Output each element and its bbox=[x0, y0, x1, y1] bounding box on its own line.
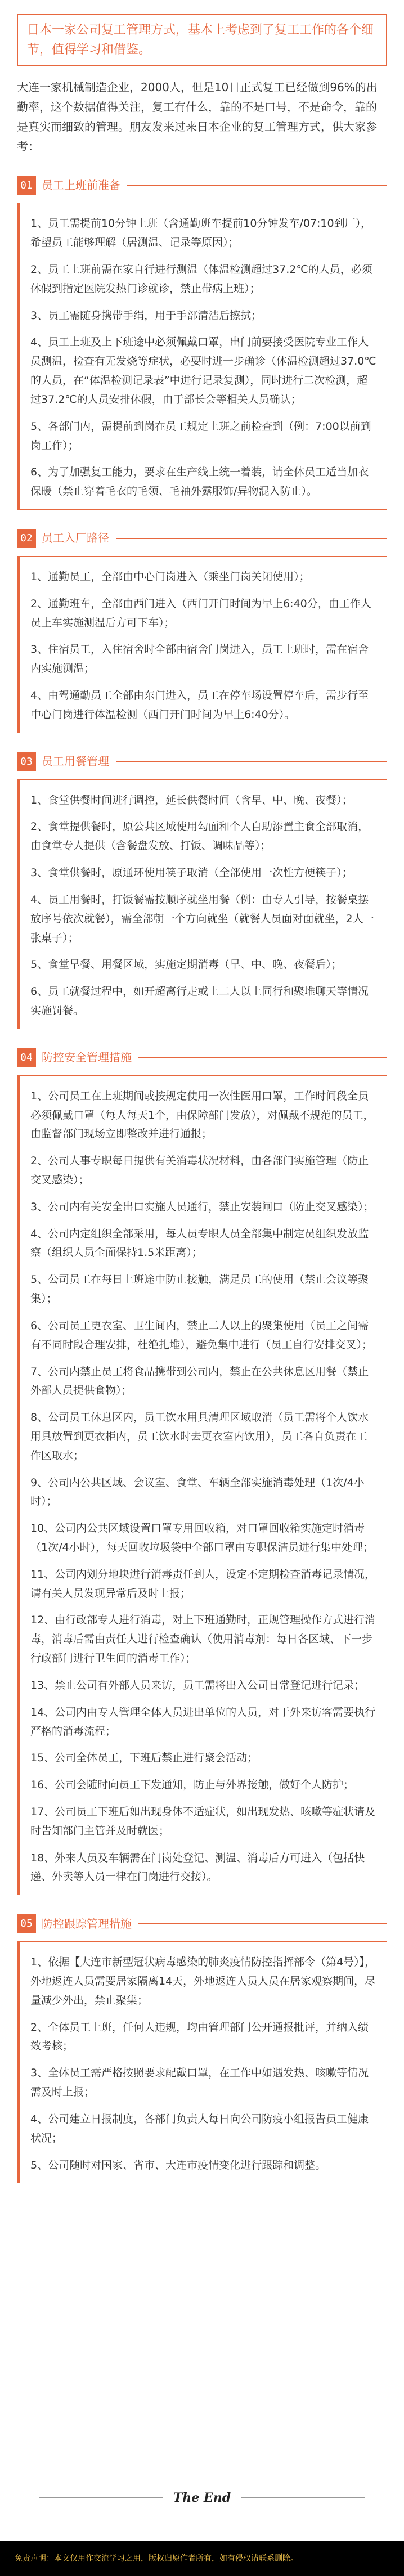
section-number: 04 bbox=[17, 1048, 36, 1067]
footer bbox=[0, 2487, 404, 2509]
list-item: 9、公司内公共区域、会议室、食堂、车辆全部实施消毒处理（1次/4小时）； bbox=[30, 1476, 365, 1508]
section-divider bbox=[127, 185, 387, 186]
list-item: 2、全体员工上班，任何人违规，均由管理部门公开通报批评，并纳入绩效考核； bbox=[30, 2021, 369, 2053]
list-item: 12、由行政部专人进行消毒，对上下班通勤时，正规管理操作方式进行消毒，消毒后需由责任人进行检查确认（使用消毒剂：每日各区域、下一步行政部门进行卫生间的消毒工作）； bbox=[30, 1614, 376, 1665]
section-header bbox=[17, 529, 387, 548]
section-content-box bbox=[17, 1941, 387, 2183]
disclaimer-text: 免责声明：本文仅用作交流学习之用，版权归原作者所有，如有侵权请联系删除。 bbox=[15, 2553, 298, 2563]
section-header bbox=[17, 176, 387, 195]
list-item: 4、公司内定组织全部采用，每人员专职人员全部集中制定员组织发放监察（组织人员全面保持1.5米距离）； bbox=[30, 1227, 369, 1259]
list-item: 10、公司内公共区域设置口罩专用回收箱，对口罩回收箱实施定时消毒（1次/4小时），每天回收垃圾袋中全部口罩由专职保洁员进行集中处理； bbox=[30, 1522, 374, 1554]
section-title: 员工入厂路径 bbox=[42, 531, 109, 545]
list-item: 3、住宿员工，入住宿舍时全部由宿舍门岗进入，员工上班时，需在宿舍内实施测温； bbox=[30, 643, 369, 675]
list-item: 1、依据【大连市新型冠状病毒感染的肺炎疫情防控指挥部令（第4号）】，外地返连人员需要居家隔离14天，外地返连人员人员在居家观察期间，尽量减少外出，禁止聚集； bbox=[30, 1956, 376, 2007]
list-item: 8、公司员工休息区内，员工饮水用具清理区域取消（员工需将个人饮水用具放置到更衣柜内，员工饮水时去更衣室内饮用），员工各自负责在工作区取水； bbox=[30, 1411, 369, 1462]
section-divider bbox=[116, 761, 387, 762]
divider-right bbox=[241, 2497, 365, 2498]
list-item: 15、公司全体员工，下班后禁止进行聚会活动； bbox=[30, 1752, 258, 1765]
list-item: 6、公司员工更衣室、卫生间内，禁止二人以上的聚集使用（员工之间需有不同时段合理安排，杜绝扎堆），避免集中进行（员工自行安排交叉）； bbox=[30, 1319, 373, 1351]
list-item: 11、公司内划分地块进行消毒责任到人，设定不定期检查消毒记录情况，请有关人员发现异常后及时上报； bbox=[30, 1568, 376, 1600]
list-item: 2、食堂提供餐时，原公共区域使用勾面和个人自助添置主食全部取消，由食堂专人提供（含餐盘发放、打饭、调味品等）； bbox=[30, 820, 369, 852]
list-item: 1、食堂供餐时间进行调控，延长供餐时间（含早、中、晚、夜餐）； bbox=[30, 793, 353, 806]
intro-paragraph: 大连一家机械制造企业，2000人，但是10日正式复工已经做到96%的出勤率，这个数据值得关注，复工有什么，靠的不是口号，不是命令，靠的是真实而细致的管理。朋友发来过来日本企业的复工管理方式，供大家参考： bbox=[17, 80, 378, 154]
section-content-box bbox=[17, 779, 387, 1029]
section-number: 02 bbox=[17, 529, 36, 548]
list-item: 1、公司员工在上班期间或按规定使用一次性医用口罩，工作时间段全员必须佩戴口罩（每人每天1个，由保障部门发放），对佩戴不规范的员工，由监督部门现场立即整改并进行通报； bbox=[30, 1089, 374, 1141]
intro-box: 日本一家公司复工管理方式，基本上考虑到了复工工作的各个细节，值得学习和借鉴。 bbox=[17, 14, 387, 66]
list-item: 6、员工就餐过程中，如开超离行走或上二人以上同行和聚堆聊天等情况实施罚餐。 bbox=[30, 985, 369, 1017]
sections-container bbox=[0, 176, 404, 2183]
list-item: 1、员工需提前10分钟上班（含通勤班车提前10分钟发车/07:10到厂），希望员工能够理解（居测温、记录等原因）； bbox=[30, 217, 372, 249]
disclaimer-bar bbox=[0, 2541, 404, 2576]
section-content-box bbox=[17, 1075, 387, 1895]
section-05 bbox=[0, 1914, 404, 2183]
divider-left bbox=[39, 2497, 163, 2498]
section-header bbox=[17, 752, 387, 771]
list-item: 18、外来人员及车辆需在门岗处登记、测温、消毒后方可进入（包括快递、外卖等人员一律在门岗进行交接）。 bbox=[30, 1851, 365, 1883]
list-item: 3、全体员工需严格按照要求配戴口罩，在工作中如遇发热、咳嗽等情况需及时上报； bbox=[30, 2067, 369, 2099]
list-item: 2、通勤班车，全部由西门进入（西门开门时间为早上6:40分，由工作人员上车实施测温后方可下车）； bbox=[30, 597, 371, 629]
list-item: 16、公司会随时向员工下发通知，防止与外界接触，做好个人防护； bbox=[30, 1779, 354, 1792]
section-02 bbox=[0, 529, 404, 733]
section-number: 01 bbox=[17, 176, 36, 195]
list-item: 3、员工需随身携带手绢，用于手部清洁后擦拭； bbox=[30, 309, 262, 322]
list-item: 1、通勤员工，全部由中心门岗进入（乘坐门岗关闭使用）； bbox=[30, 570, 310, 583]
section-title: 员工上班前准备 bbox=[42, 178, 120, 192]
list-item: 3、公司内有关安全出口实施人员通行，禁止安装闸口（防止交叉感染）； bbox=[30, 1200, 374, 1213]
list-item: 14、公司内由专人管理全体人员进出单位的人员，对于外来访客需要执行严格的消毒流程； bbox=[30, 1706, 376, 1738]
section-title: 防控跟踪管理措施 bbox=[42, 1917, 132, 1931]
section-divider bbox=[138, 1057, 387, 1058]
list-item: 6、为了加强复工能力，要求在生产线上统一着装，请全体员工适当加衣保暖（禁止穿着毛衣的毛领、毛袖外露服饰/异物混入防止）。 bbox=[30, 466, 369, 498]
section-title: 防控安全管理措施 bbox=[42, 1051, 132, 1065]
section-header bbox=[17, 1048, 387, 1067]
list-item: 4、员工用餐时，打饭餐需按顺序就坐用餐（例：由专人引导，按餐桌摆放序号依次就餐），需全部朝一个方向就坐（就餐人员面对面就坐，2人一张桌子）； bbox=[30, 893, 374, 944]
section-divider bbox=[138, 1923, 387, 1924]
list-item: 17、公司员工下班后如出现身体不适症状，如出现发热、咳嗽等症状请及时告知部门主管并及时就医； bbox=[30, 1805, 376, 1837]
list-item: 5、公司员工在每日上班途中防止接触，满足员工的使用（禁止会议等聚集）； bbox=[30, 1273, 369, 1305]
section-04 bbox=[0, 1048, 404, 1895]
list-item: 5、各部门内，需提前到岗在员工规定上班之前检查到（例：7:00以前到岗工作）； bbox=[30, 420, 371, 452]
list-item: 4、公司建立日报制度，各部门负责人每日向公司防疫小组报告员工健康状况； bbox=[30, 2112, 369, 2144]
section-title: 员工用餐管理 bbox=[42, 755, 109, 769]
list-item: 5、食堂早餐、用餐区域，实施定期消毒（早、中、晚、夜餐后）； bbox=[30, 958, 342, 971]
section-01 bbox=[0, 176, 404, 510]
list-item: 13、禁止公司有外部人员来访，员工需将出入公司日常登记进行记录； bbox=[30, 1679, 365, 1691]
section-content-box bbox=[17, 203, 387, 510]
section-content-box bbox=[17, 556, 387, 733]
list-item: 2、员工上班前需在家自行进行测温（体温检测超过37.2℃的人员，必须休假到指定医院发热门诊就诊，禁止带病上班）； bbox=[30, 263, 372, 295]
the-end-row bbox=[0, 2487, 404, 2509]
section-divider bbox=[116, 538, 387, 539]
list-item: 2、公司人事专职每日提供有关消毒状况材料，由各部门实施管理（防止交叉感染）； bbox=[30, 1155, 369, 1186]
list-item: 5、公司随时对国家、省市、大连市疫情变化进行跟踪和调整。 bbox=[30, 2158, 326, 2171]
section-number: 03 bbox=[17, 752, 36, 771]
list-item: 4、员工上班及上下班途中必须佩戴口罩，出门前要接受医院专业工作人员测温，检查有无发烧等症状，必要时进一步确诊（体温检测超过37.0℃的人员，在“体温检测记录表”中进行记录复测），同时进行二次检测，超过37.2℃的人员安排休假，由于部长会等相关人员确认； bbox=[30, 336, 376, 406]
the-end-label: The End bbox=[173, 2490, 231, 2505]
list-item: 3、食堂供餐时，原通环使用筷子取消（全部使用一次性方便筷子）； bbox=[30, 867, 353, 879]
list-item: 4、由驾通勤员工全部由东门进入，员工在停车场设置停车后，需步行至中心门岗进行体温检测（西门开门时间为早上6:40分）。 bbox=[30, 689, 369, 721]
section-03 bbox=[0, 752, 404, 1029]
list-item: 7、公司内禁止员工将食品携带到公司内，禁止在公共休息区用餐（禁止外部人员提供食物）； bbox=[30, 1365, 369, 1397]
section-header bbox=[17, 1914, 387, 1933]
section-number: 05 bbox=[17, 1914, 36, 1933]
